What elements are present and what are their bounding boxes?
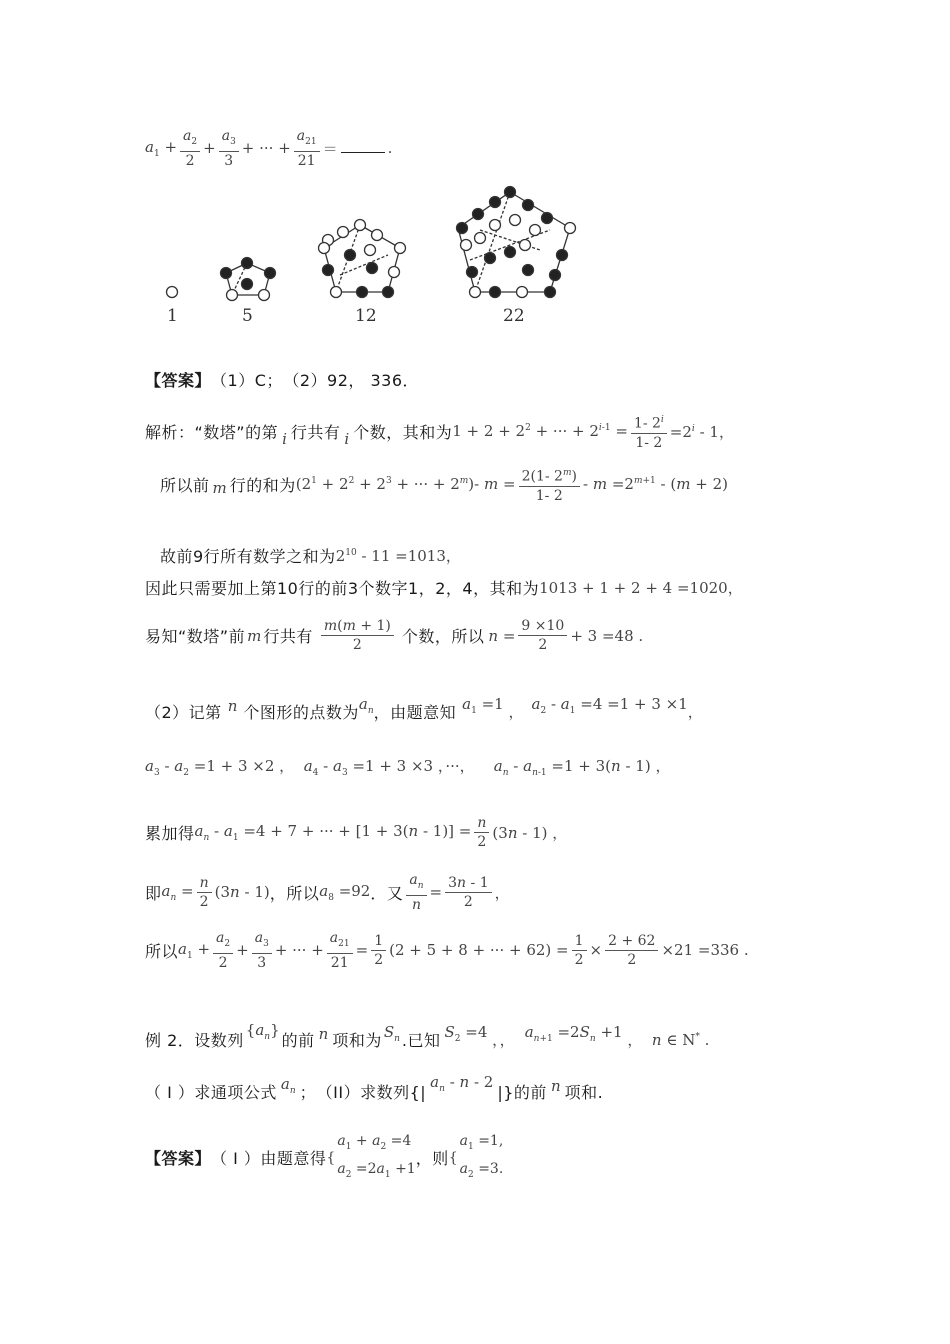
- part2-line-5: 所以 $a_1$ + $\frac{a_2}{2}$ + $\frac{a_3}{3}$ + ··· + $\frac{a_{21}}{21}$ = $\frac{1}{2}$ (2 + 5 + 8 + ··· + 62) = $\frac{1}{2}$ × $\frac{2 + 62}{2}$ ×21 =336 .: [145, 930, 749, 971]
- analysis-line-3: 故前9行所有数学之和为 $2^{10} - 11 =1013$，: [160, 547, 461, 566]
- figure-label-1: 1: [167, 306, 178, 326]
- part2-line-3: 累加得 $a_n - a_1 =4 + 7$ + ··· + [1 + 3(n - 1)] = $\frac{n}{2}$ (3n - 1) ，: [145, 815, 568, 850]
- example2-line-2: （ I ）求通项公式 $a_n$ ； （II）求数列{| $a_n$ - n - 2 |}的前 n 项和.: [145, 1073, 604, 1102]
- part2-line-4: 即 $a_n$ = $\frac{n}{2}$ (3n - 1) ，所以 $a_8 =92$ ．又 $\frac{a_n}{n}$ = $\frac{3n - 1}{2}$ ，: [145, 872, 510, 913]
- answer-line: 【答案】 （1）C； （2）92， 336．: [145, 371, 420, 390]
- part2-line-2: $a_3 - a_2 =1 + 3 \times 2$ ， $a_4 - a_3 =1 + 3 \times 3$ ，···， $a_n - a_{n-1} =1 + 3(n - 1)$ ，: [145, 757, 671, 778]
- example2-answer-line: 【答案】 （ I ）由题意得 { $a_1 + a_2 =4$ $a_2 =2a_1 +1$ ，则 { $a_1 =1$, $a_2 =3$.: [145, 1133, 504, 1180]
- analysis-line-4: 因此只需要加上第10行的前3个数字1，2，4，其和为 1013 + 1 + 2 + 4 =1020，: [145, 579, 743, 598]
- figure-label-2: 5: [242, 306, 253, 326]
- part2-line-1: （2）记第 n 个图形的点数为 $a_n$ ，由题意知 $a_1 =1$ ， $a_2 - a_1 =4 =1 + 3 \times 1$ ，: [145, 695, 703, 722]
- figure-label-4: 22: [503, 306, 525, 326]
- answer-blank: [341, 151, 385, 153]
- example2-line-1: 例 2．设数列 $\{a_n\}$ 的前 n 项和为 $S_n$ .已知 $S_2 =4$ ，， $a_{n+1} =2S_n +1$ ， n ∈ N* .: [145, 1021, 710, 1050]
- analysis-line-1: 解析：“数塔”的第 i 行共有 i 个数，其和为 $1 + 2 + 2^2$ + ··· + $2^{i-1}$ = $\frac{1- 2^i}{1- 2}$ $=2^i - 1$，: [145, 412, 734, 451]
- figure-label-3: 12: [355, 306, 377, 326]
- series-expression-line: $a_1$ + $\frac{a_2}{2}$ + $\frac{a_3}{3}$ + ··· + $\frac{a_{21}}{21}$ ＝ .: [145, 128, 393, 169]
- analysis-line-2: 所以前 m 行的和为 ($2^1 + 2^2 + 2^3$ + ··· + $2^m)-$ m = $\frac{2(1- 2^m)}{1- 2}$ - $m =2^{m+1} - (m + 2)$: [160, 465, 728, 504]
- analysis-line-5: 易知“数塔”前 m 行共有 $\frac{m(m + 1)}{2}$ 个数，所以 n = $\frac{9 \times 10}{2}$ + 3 =48 .: [145, 618, 644, 653]
